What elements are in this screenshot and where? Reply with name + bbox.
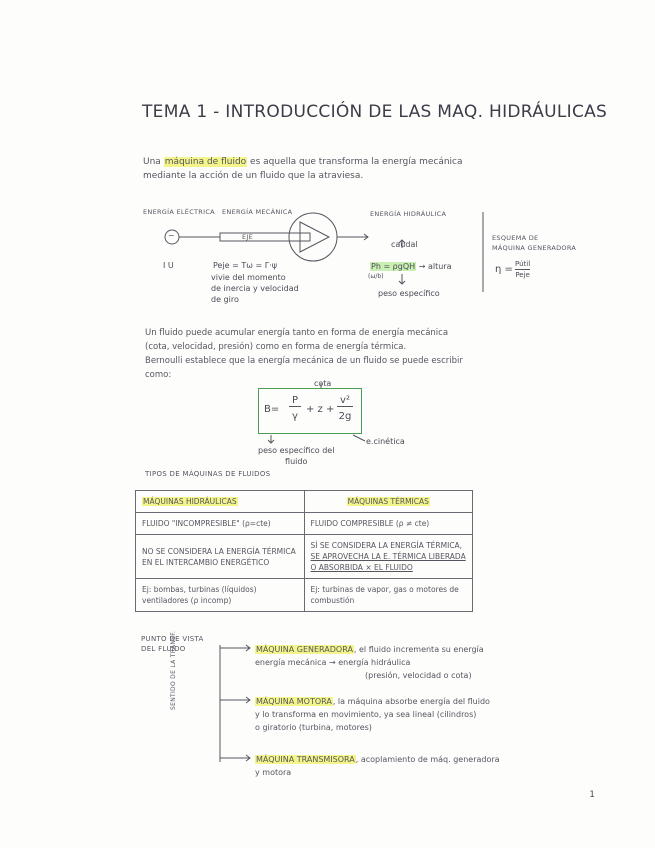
intro-highlight: máquina de fluido [164,157,247,167]
tree-lines [210,640,260,770]
schema-title-line: ESQUEMA DE [492,234,539,242]
pump-triangle [300,222,329,252]
paragraph-line: como: [145,370,172,380]
moment-note-line: de inercia y velocidad [211,284,299,293]
viewpoint-line: PUNTO DE VISTA [141,635,204,643]
peso-especifico-label: peso específico [378,289,440,298]
cinetica-label: e.cinética [366,437,405,446]
thermal-note-a: SÍ SE CONSIDERA LA ENERGÍA TÉRMICA, [310,541,463,550]
generator-highlight: MÁQUINA GENERADORA [256,645,353,654]
motor-line3: o giratorio (turbina, motores) [255,723,372,732]
eta-lhs: η = [495,264,513,275]
eta-fraction [515,259,530,280]
transmitter-highlight: MÁQUINA TRANSMISORA [256,755,355,764]
shaft-label: EJE [242,233,254,241]
motor-line2: y lo transforma en movimiento, ya sea lineal (cilindros) [255,710,477,719]
motor-highlight: MÁQUINA MOTORA [256,697,332,706]
source-symbol: ~ [168,231,175,240]
types-title: TIPOS DE MÁQUINAS DE FLUIDOS [145,470,271,478]
table-cell: Ej: bombas, turbinas (líquidos) ventiladores (ρ incomp) [136,579,305,612]
formula-2g: 2g [338,411,352,422]
generator-line2a: energía mecánica [255,658,327,667]
formula-gamma: γ [292,411,298,422]
header-hydraulic: MÁQUINAS HIDRÁULICAS [143,497,237,506]
cota-label: cota [314,379,332,388]
schema-title-line: MÁQUINA GENERADORA [492,244,577,252]
table-row [136,535,473,579]
intro-text: es aquella que transforma la energía mecánica mediante la acción de un fluido que la atraviesa. [143,157,463,181]
label-electric-energy: ENERGÍA ELÉCTRICA [143,208,215,216]
ph-formula: Ph = ρgQH → altura [371,262,452,271]
moment-note-line: de giro [211,295,239,304]
wb-note: (ω/b) [368,273,384,280]
generator-line2b: energía hidráulica [338,658,411,667]
paragraph-line: Un fluido puede acumular energía tanto en forma de energía mecánica [145,328,449,338]
table-cell [304,491,473,513]
table-cell: NO SE CONSIDERA LA ENERGÍA TÉRMICA EN EL INTERCAMBIO ENERGÉTICO [136,535,305,579]
thermal-note-b: SE APROVECHA LA E. TÉRMICA LIBERADA O ABSORBIDA × EL FLUIDO [310,552,466,572]
moment-note [211,272,299,305]
eta-denominator: Peje [515,271,530,279]
caudal-label: caudal [391,240,418,249]
table-cell: FLUIDO "INCOMPRESIBLE" (ρ=cte) [136,513,305,535]
peje-formula: Peje = Tω = Γ·ψ [213,261,278,270]
intro-paragraph [143,155,483,183]
page-title: TEMA 1 - INTRODUCCIÓN DE LAS MAQ. HIDRÁULICAS [142,102,608,122]
eta-numerator: Pútil [515,260,531,268]
table-cell: FLUIDO COMPRESIBLE (ρ ≠ cte) [304,513,473,535]
bernoulli-paragraph [145,326,505,382]
table-header-row [136,491,473,513]
table-cell: Ej: turbinas de vapor, gas o motores de combustión [304,579,473,612]
transmitter-text: , acoplamiento de máq. generadora [355,755,500,764]
schema-title [492,233,576,253]
ph-highlight: Ph = ρgQH [371,262,416,271]
formula-plus-z: + z + [306,404,335,415]
generator-text: , el fluido incrementa su energía [353,645,484,654]
shaft-rect [220,233,310,241]
header-thermal: MÁQUINAS TÉRMICAS [347,497,429,506]
table-row [136,513,473,535]
transmitter-entry [255,753,575,779]
energy-diagram [140,200,580,310]
peso-note-line: peso específico del [258,446,335,455]
peso-note-line: fluido [285,457,308,466]
motor-entry [255,695,575,734]
iu-label: I U [163,261,174,270]
table-cell [136,491,305,513]
formula-v2: v² [337,395,353,407]
moment-note-line: vivie del momento [211,273,286,282]
transformation-direction-label: SENTIDO DE LA TRANSF. [170,630,177,710]
generator-entry: MÁQUINA GENERADORA, el fluido incrementa su energía energía mecánica → energía hidráulica (presión, velocidad o cota) [255,643,575,682]
intro-prefix: Una [143,157,161,167]
paragraph-line: Bernoulli establece que la energía mecánica de un fluido se puede escribir [145,356,463,366]
generator-line3: (presión, velocidad o cota) [365,671,472,680]
paragraph-line: (cota, velocidad, presión) como en forma de energía térmica. [145,342,407,352]
ph-suffix: altura [427,262,452,271]
peso-fluid-note [258,445,334,467]
formula-b: B= [264,404,280,415]
machine-types-table [135,490,473,612]
viewpoint-line: DEL FLUIDO [141,645,186,653]
table-cell [304,535,473,579]
page-number: 1 [589,790,595,800]
table-row [136,579,473,612]
label-mechanic-energy: ENERGÍA MECÁNICA [222,208,293,216]
motor-text: , la máquina absorbe energía del fluido [332,697,490,706]
transmitter-line2: y motora [255,768,292,777]
formula-p: P [289,395,301,407]
label-hydraulic-energy: ENERGÍA HIDRÁULICA [370,210,447,218]
